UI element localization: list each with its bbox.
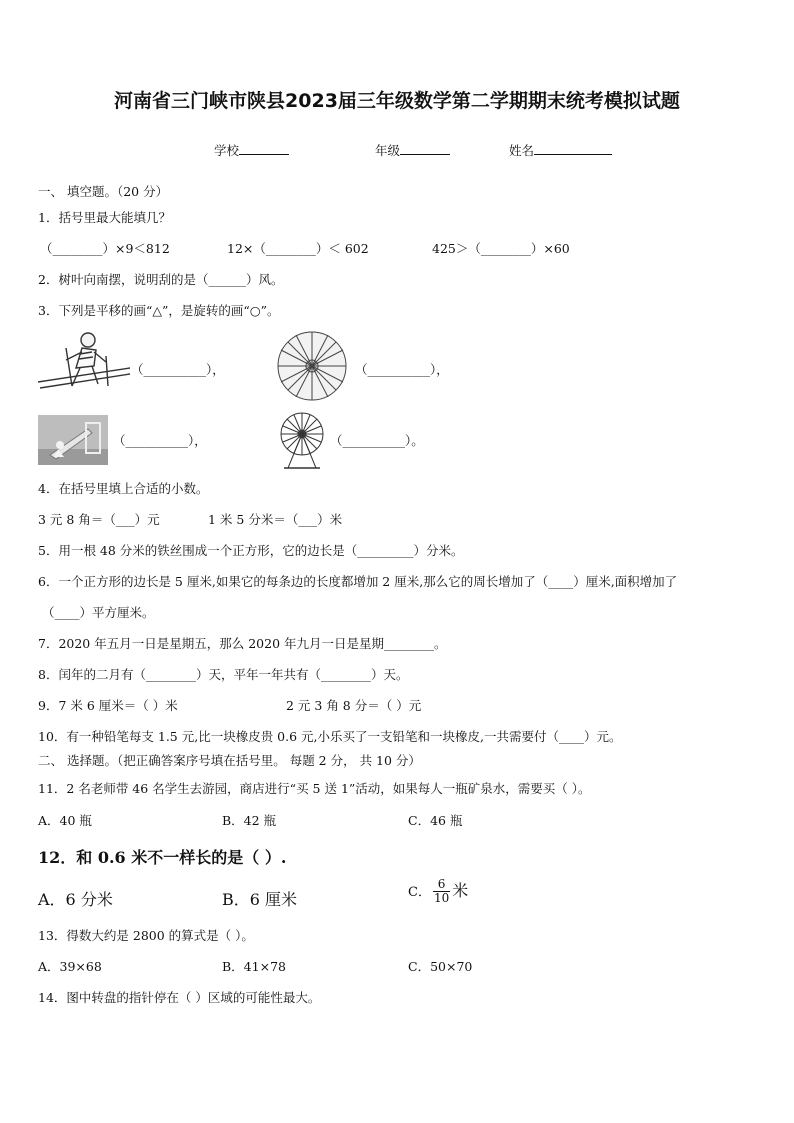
q3-blank-slide[interactable]: （__________）， [113,433,207,448]
q11-option-b[interactable]: B．42 瓶 [222,813,277,828]
q12-option-b[interactable]: B．6 厘米 [222,890,298,909]
question-13: 13．得数大约是 2800 的算式是（ ）。 [38,928,254,943]
school-field[interactable] [214,141,289,159]
q12-option-c[interactable] [408,878,468,905]
grade-field[interactable] [375,141,450,159]
fraction [433,878,450,905]
q11-option-a[interactable]: A．40 瓶 [38,813,92,828]
question-1: 1．括号里最大能填几？ [38,210,171,225]
skier-image [36,330,132,398]
slide-image [38,415,108,465]
fraction-numerator: 6 [433,878,450,892]
page-title: 河南省三门峡市陕县2023届三年级数学第二学期期末统考模拟试题 [114,90,680,112]
section2-heading: 二、 选择题。（把正确答案序号填在括号里。 每题 2 分， 共 10 分） [38,753,421,768]
name-label: 姓名 [509,143,535,158]
q11-option-c[interactable]: C．46 瓶 [408,813,463,828]
q12-option-c-unit: 米 [452,881,469,900]
q13-option-c[interactable]: C．50×70 [408,959,473,974]
question-6-line1: 6．一个正方形的边长是 5 厘米,如果它的每条边的长度都增加 2 厘米,那么它的周长增加了（____）厘米,面积增加了 [38,574,678,589]
q4-part-a[interactable]: 3 元 8 角＝（___）元 [38,512,160,527]
fan-wheel-image [270,328,354,408]
question-4: 4．在括号里填上合适的小数。 [38,481,209,496]
q3-blank-fan[interactable]: （__________）， [355,362,449,377]
question-9-part-a: 9．7 米 6 厘米＝（ ）米 [38,698,178,713]
question-11: 11．2 名老师带 46 名学生去游园，商店进行“买 5 送 1”活动，如果每人一瓶矿泉水，需要买（ ）。 [38,781,591,796]
question-14: 14．图中转盘的指针停在（ ）区域的可能性最大。 [38,990,321,1005]
q3-blank-skier[interactable]: （__________）， [131,362,225,377]
question-8: 8．闰年的二月有（________）天，平年一年共有（________）天。 [38,667,409,682]
q4-part-b[interactable]: 1 米 5 分米＝（___）米 [208,512,343,527]
section1-heading: 一、 填空题。（20 分） [38,184,169,199]
q3-blank-ferris[interactable]: （__________）。 [330,433,424,448]
q1-part-b[interactable]: 12×（________）＜ 602 [227,241,369,256]
question-10: 10．有一种铅笔每支 1.5 元,比一块橡皮贵 0.6 元,小乐买了一支铅笔和一块橡皮,一共需要付（____）元。 [38,729,622,744]
q12-option-c-prefix: C． [408,885,431,900]
q1-part-a[interactable]: （________）×9＜812 [40,241,170,256]
question-9-part-b: 2 元 3 角 8 分＝（ ）元 [286,698,422,713]
ferris-wheel-image [276,410,328,470]
question-5: 5．用一根 48 分米的铁丝围成一个正方形，它的边长是（_________）分米。 [38,543,464,558]
question-7: 7．2020 年五月一日是星期五，那么 2020 年九月一日是星期________。 [38,636,447,651]
grade-label: 年级 [375,143,401,158]
name-field[interactable] [509,141,612,159]
question-6-line2: （____）平方厘米。 [42,605,155,620]
question-2: 2．树叶向南摆，说明刮的是（______）风。 [38,272,284,287]
question-3: 3．下列是平移的画“△”，是旋转的画“○”。 [38,303,280,318]
q1-part-c[interactable]: 425＞（________）×60 [432,241,570,256]
q12-option-a[interactable]: A．6 分米 [38,890,113,909]
question-12: 12．和 0.6 米不一样长的是（ ）. [38,848,287,867]
q13-option-a[interactable]: A．39×68 [38,959,102,974]
fraction-denominator: 10 [433,891,450,905]
school-label: 学校 [214,143,240,158]
q13-option-b[interactable]: B．41×78 [222,959,286,974]
